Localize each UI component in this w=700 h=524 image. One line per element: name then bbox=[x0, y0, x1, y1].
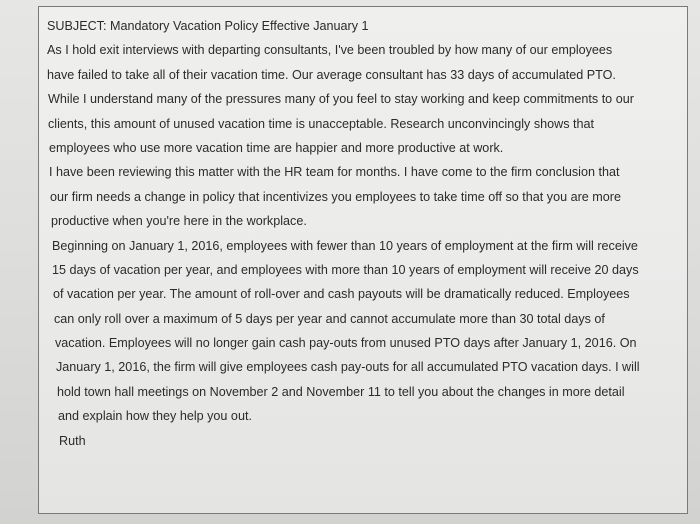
memo-line: hold town hall meetings on November 2 and November 11 to tell you about the changes in more detail bbox=[57, 384, 625, 399]
memo-line: As I hold exit interviews with departing consultants, I've been troubled by how many of our employees bbox=[47, 43, 613, 58]
memo-line: Beginning on January 1, 2016, employees with fewer than 10 years of employment at the firm will receive bbox=[52, 238, 638, 253]
memo-line: vacation. Employees will no longer gain cash pay-outs from unused PTO days after January 1, 2016. On bbox=[55, 336, 637, 351]
memo-line: employees who use more vacation time are happier and more productive at work. bbox=[49, 140, 504, 155]
memo-line: of vacation per year. The amount of roll-over and cash payouts will be dramatically reduced. Employees bbox=[53, 287, 630, 302]
memo-line: clients, this amount of unused vacation time is unacceptable. Research unconvincingly shows that bbox=[48, 116, 595, 131]
memo-line: I have been reviewing this matter with the HR team for months. I have come to the firm conclusion that bbox=[49, 165, 620, 180]
memo-line: productive when you're here in the workplace. bbox=[51, 214, 307, 229]
memo-line: can only roll over a maximum of 5 days per year and cannot accumulate more than 30 total days of bbox=[54, 311, 605, 326]
memo-line: our firm needs a change in policy that incentivizes you employees to take time off so that you are more bbox=[50, 189, 621, 204]
memo-line: 15 days of vacation per year, and employees with more than 10 years of employment will receive 20 days bbox=[52, 262, 639, 277]
memo-line: January 1, 2016, the firm will give employees cash pay-outs for all accumulated PTO vacation days. I will bbox=[56, 360, 640, 375]
memo-line: While I understand many of the pressures many of you feel to stay working and keep commitments to our bbox=[48, 92, 634, 107]
memo-signature: Ruth bbox=[59, 433, 86, 448]
memo-text bbox=[47, 14, 687, 453]
memo-line: and explain how they help you out. bbox=[58, 409, 252, 424]
memo-subject: SUBJECT: Mandatory Vacation Policy Effective January 1 bbox=[47, 19, 369, 33]
memo-line: have failed to take all of their vacation time. Our average consultant has 33 days of accumulated PTO. bbox=[47, 67, 616, 82]
